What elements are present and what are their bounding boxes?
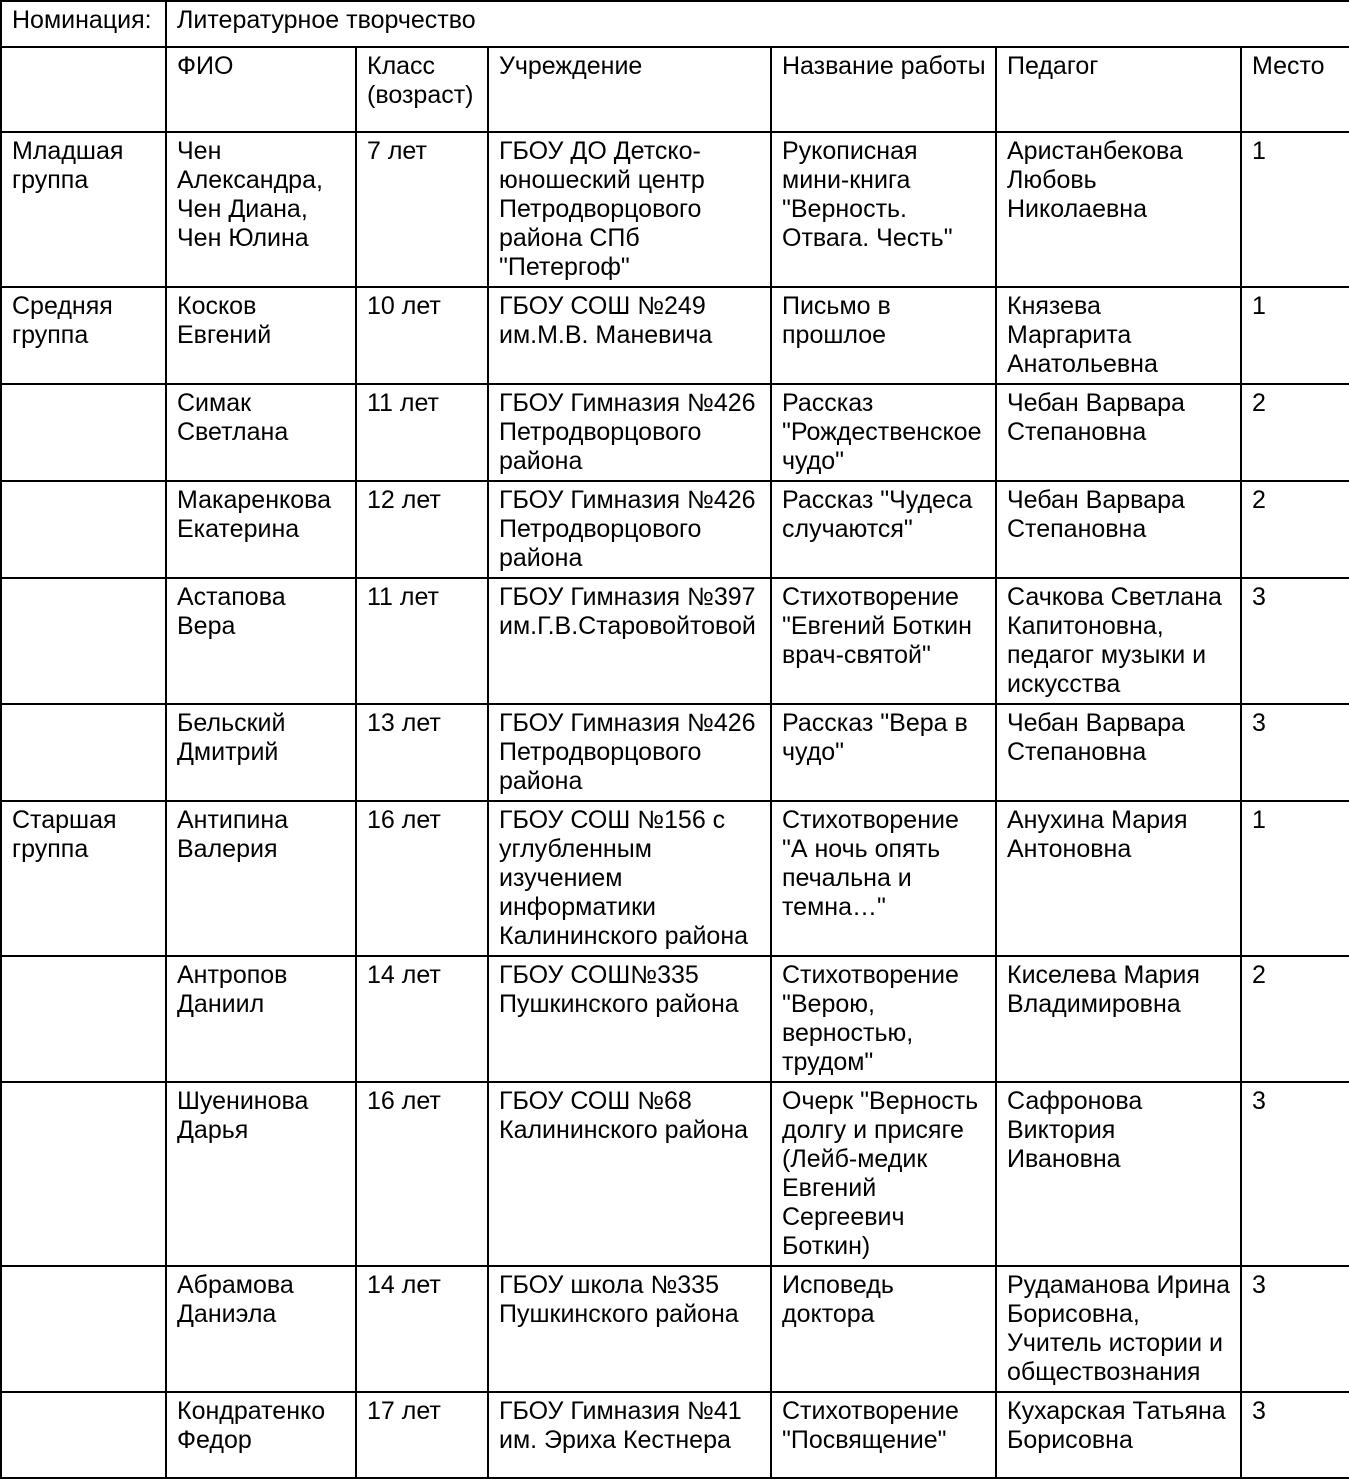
cell-age: 11 лет [356, 384, 488, 481]
nomination-label: Номинация: [1, 1, 166, 47]
cell-place: 1 [1241, 132, 1349, 287]
cell-group [1, 1082, 166, 1266]
cell-group [1, 956, 166, 1082]
cell-fio: Чен Александра, Чен Диана, Чен Юлина [166, 132, 356, 287]
cell-work: Письмо в прошлое [771, 287, 996, 384]
cell-teacher: Чебан Варвара Степановна [996, 481, 1241, 578]
cell-group: Старшая группа [1, 801, 166, 956]
table-body [1, 1, 1349, 1478]
cell-fio: Косков Евгений [166, 287, 356, 384]
cell-place: 1 [1241, 287, 1349, 384]
cell-group [1, 1266, 166, 1392]
cell-age: 16 лет [356, 1082, 488, 1266]
cell-institution: ГБОУ ДО Детско-юношеский центр Петродворцового района СПб "Петергоф" [488, 132, 771, 287]
cell-fio: Бельский Дмитрий [166, 704, 356, 801]
table-row [1, 1082, 1349, 1266]
table-row [1, 132, 1349, 287]
table-row [1, 1266, 1349, 1392]
cell-age: 11 лет [356, 578, 488, 704]
column-header-fio: ФИО [166, 47, 356, 132]
cell-work: Исповедь доктора [771, 1266, 996, 1392]
cell-place: 3 [1241, 1266, 1349, 1392]
cell-work: Рукописная мини-книга "Верность. Отвага. Честь" [771, 132, 996, 287]
cell-place: 3 [1241, 704, 1349, 801]
cell-work: Рассказ "Рождественское чудо" [771, 384, 996, 481]
cell-teacher: Анухина Мария Антоновна [996, 801, 1241, 956]
table-row [1, 801, 1349, 956]
cell-work: Очерк "Верность долгу и присяге (Лейб-медик Евгений Сергеевич Боткин) [771, 1082, 996, 1266]
column-header-place: Место [1241, 47, 1349, 132]
cell-fio: Макаренкова Екатерина [166, 481, 356, 578]
cell-group [1, 384, 166, 481]
cell-institution: ГБОУ Гимназия №426 Петродворцового района [488, 384, 771, 481]
cell-institution: ГБОУ Гимназия №397 им.Г.В.Старовойтовой [488, 578, 771, 704]
cell-institution: ГБОУ Гимназия №426 Петродворцового района [488, 481, 771, 578]
table-row [1, 704, 1349, 801]
cell-work: Стихотворение "Верою, верностью, трудом" [771, 956, 996, 1082]
cell-age: 7 лет [356, 132, 488, 287]
column-header-work: Название работы [771, 47, 996, 132]
cell-age: 17 лет [356, 1392, 488, 1478]
cell-work: Рассказ "Чудеса случаются" [771, 481, 996, 578]
cell-group [1, 481, 166, 578]
column-header-teacher: Педагог [996, 47, 1241, 132]
cell-place: 3 [1241, 1082, 1349, 1266]
cell-fio: Антипина Валерия [166, 801, 356, 956]
cell-age: 10 лет [356, 287, 488, 384]
cell-age: 16 лет [356, 801, 488, 956]
column-header-institution: Учреждение [488, 47, 771, 132]
cell-teacher: Сачкова Светлана Капитоновна, педагог музыки и искусства [996, 578, 1241, 704]
nomination-row [1, 1, 1349, 47]
cell-teacher: Сафронова Виктория Ивановна [996, 1082, 1241, 1266]
table-row [1, 578, 1349, 704]
cell-work: Стихотворение "Евгений Боткин врач-святой" [771, 578, 996, 704]
table-row [1, 481, 1349, 578]
cell-group [1, 578, 166, 704]
table-row [1, 287, 1349, 384]
cell-institution: ГБОУ СОШ №156 с углубленным изучением информатики Калининского района [488, 801, 771, 956]
cell-place: 3 [1241, 1392, 1349, 1478]
cell-fio: Антропов Даниил [166, 956, 356, 1082]
column-header-age: Класс (возраст) [356, 47, 488, 132]
cell-age: 12 лет [356, 481, 488, 578]
cell-group: Средняя группа [1, 287, 166, 384]
cell-group [1, 1392, 166, 1478]
header-row [1, 47, 1349, 132]
cell-institution: ГБОУ Гимназия №41 им. Эриха Кестнера [488, 1392, 771, 1478]
cell-teacher: Аристанбекова Любовь Николаевна [996, 132, 1241, 287]
column-header-group [1, 47, 166, 132]
cell-institution: ГБОУ Гимназия №426 Петродворцового района [488, 704, 771, 801]
cell-place: 2 [1241, 956, 1349, 1082]
table-row [1, 384, 1349, 481]
cell-age: 14 лет [356, 1266, 488, 1392]
table-row [1, 1392, 1349, 1478]
cell-age: 14 лет [356, 956, 488, 1082]
cell-teacher: Князева Маргарита Анатольевна [996, 287, 1241, 384]
cell-place: 2 [1241, 481, 1349, 578]
cell-fio: Симак Светлана [166, 384, 356, 481]
cell-teacher: Чебан Варвара Степановна [996, 704, 1241, 801]
cell-group: Младшая группа [1, 132, 166, 287]
cell-place: 1 [1241, 801, 1349, 956]
cell-age: 13 лет [356, 704, 488, 801]
cell-work: Стихотворение "А ночь опять печальна и темна…" [771, 801, 996, 956]
table-row [1, 956, 1349, 1082]
cell-fio: Кондратенко Федор [166, 1392, 356, 1478]
nomination-value: Литературное творчество [166, 1, 1349, 47]
cell-teacher: Кухарская Татьяна Борисовна [996, 1392, 1241, 1478]
cell-institution: ГБОУ школа №335 Пушкинского района [488, 1266, 771, 1392]
cell-institution: ГБОУ СОШ №68 Калининского района [488, 1082, 771, 1266]
cell-work: Рассказ "Вера в чудо" [771, 704, 996, 801]
cell-teacher: Рудаманова Ирина Борисовна, Учитель истории и обществознания [996, 1266, 1241, 1392]
cell-teacher: Киселева Мария Владимировна [996, 956, 1241, 1082]
cell-fio: Шуенинова Дарья [166, 1082, 356, 1266]
cell-teacher: Чебан Варвара Степановна [996, 384, 1241, 481]
cell-group [1, 704, 166, 801]
cell-work: Стихотворение "Посвящение" [771, 1392, 996, 1478]
cell-institution: ГБОУ СОШ №249 им.М.В. Маневича [488, 287, 771, 384]
cell-fio: Абрамова Даниэла [166, 1266, 356, 1392]
cell-institution: ГБОУ СОШ№335 Пушкинского района [488, 956, 771, 1082]
cell-place: 3 [1241, 578, 1349, 704]
cell-place: 2 [1241, 384, 1349, 481]
cell-fio: Астапова Вера [166, 578, 356, 704]
